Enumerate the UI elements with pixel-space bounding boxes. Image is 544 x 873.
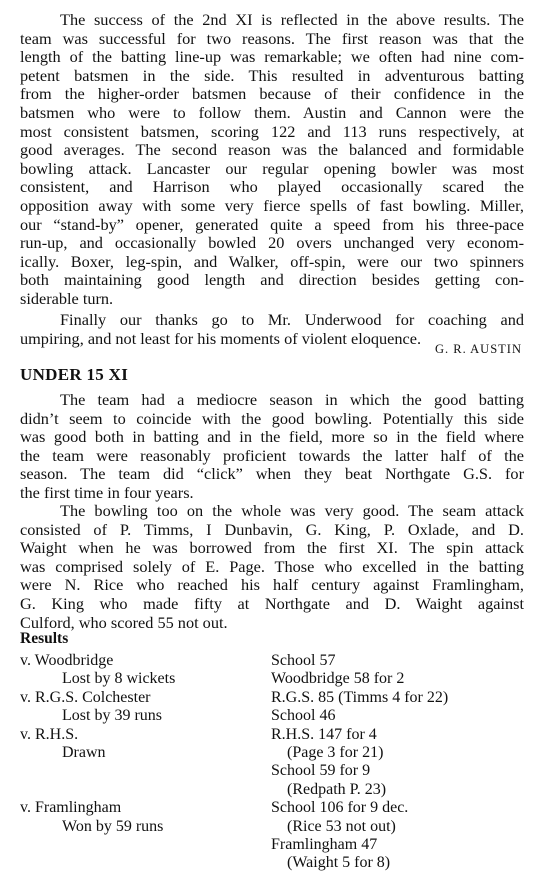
text-line: The bowling too on the whole was very good. The seam attack [60, 501, 524, 520]
text-line: most consistent batsmen, scoring 122 and 113 runs respectively, at [20, 121, 524, 141]
text-line: umpiring, and not least for his moments of violent eloquence. [20, 328, 422, 348]
text-line: didn’t seem to coincide with the good bowling. Potentially this side [20, 408, 524, 428]
batting-figure: (Redpath P. 23) [287, 780, 387, 798]
text-line: run-up, and occasionally bowled 20 overs unchanged very econom- [20, 233, 524, 253]
text-line: from the higher-order batsmen because of their confidence in the [20, 84, 524, 104]
text-line: good averages. The second reason was the balanced and formidable [20, 140, 524, 160]
score-line: R.H.S. 147 for 4 [271, 725, 377, 743]
text-line: The team had a mediocre season in which the good batting [60, 390, 524, 409]
bowling-figure: (Waight 5 for 8) [287, 854, 391, 872]
text-line: both maintaining good length and direction besides getting con- [20, 270, 524, 290]
score-line: School 59 for 9 [271, 762, 371, 780]
fixture-opponent: v. Woodbridge [20, 652, 114, 669]
results-heading: Results [20, 630, 69, 647]
text-line: our “stand-by” opener, generated quite a speed from his three-pace [20, 214, 524, 234]
fixture-outcome: Lost by 39 runs [62, 707, 162, 725]
text-line: bowling attack. Lancaster our regular opening bowler was most [20, 158, 524, 178]
text-line: team was successful for two reasons. The first reason was that the [20, 28, 524, 48]
text-line: were N. Rice who reached his half century against Framlingham, [20, 575, 524, 595]
score-line: Framlingham 47 [271, 835, 378, 853]
text-line: consistent, and Harrison who played occasionally scared the [20, 177, 524, 197]
text-line: siderable turn. [20, 288, 114, 308]
results-scores-column [271, 652, 448, 873]
spacer-row [20, 781, 175, 799]
text-line: was good both in batting and in the field, more so in the field where [20, 427, 524, 447]
text-line: the team were reasonably proficient towards the latter half of the [20, 445, 524, 465]
text-line: petent batsmen in the side. This resulted in adventurous batting [20, 65, 524, 85]
fixture-opponent: v. R.H.S. [20, 725, 79, 743]
results-fixtures-column [20, 652, 175, 836]
text-line: Waight when he was borrowed from the first XI. The spin attack [20, 538, 524, 558]
fixture-opponent: v. R.G.S. Colchester [20, 688, 151, 706]
text-line: consisted of P. Timms, I Dunbavin, G. King, P. Oxlade, and D. [20, 519, 524, 539]
bowling-figure: (Page 3 for 21) [287, 743, 384, 761]
text-line: Culford, who scored 55 not out. [20, 612, 228, 632]
fixture-outcome: Drawn [62, 743, 106, 761]
text-line: batsmen who were to follow them. Austin and Cannon were the [20, 102, 524, 122]
text-line: the first time in four years. [20, 482, 194, 502]
section-heading: UNDER 15 XI [20, 365, 129, 384]
score-line: R.G.S. 85 (Timms 4 for 22) [271, 688, 449, 706]
text-line: The success of the 2nd XI is reflected in the above results. The [60, 10, 524, 29]
text-line: was comprised solely of E. Page. Those who excelled in the batting [20, 556, 524, 576]
spacer-row [20, 762, 175, 780]
second-xi-report-paragraph [20, 11, 524, 309]
score-line: Woodbridge 58 for 2 [271, 670, 405, 688]
score-line: School 106 for 9 dec. [271, 799, 409, 817]
fixture-outcome: Lost by 8 wickets [62, 670, 176, 688]
batting-figure: (Rice 53 not out) [287, 817, 396, 835]
text-line: opposition away with some very fierce spells of fast bowling. Miller, [20, 195, 524, 215]
text-line: ically. Boxer, leg-spin, and Walker, off-spin, were our two spinners [20, 251, 524, 271]
fixture-opponent: v. Framlingham [20, 799, 122, 817]
text-line: Finally our thanks go to Mr. Underwood for coaching and [60, 310, 524, 329]
text-line: G. King who made fifty at Northgate and D. Waight against [20, 593, 524, 613]
score-line: School 57 [271, 652, 336, 669]
bowling-paragraph [20, 502, 524, 632]
text-line: length of the batting line-up was remarkable; we often had nine com- [20, 47, 524, 67]
under15-report-paragraph [20, 391, 524, 503]
author-signature: G. R. AUSTIN [434, 342, 522, 356]
fixture-outcome: Won by 59 runs [62, 817, 164, 835]
text-line: season. The team did “click” when they beat Northgate G.S. for [20, 464, 524, 484]
score-line: School 46 [271, 707, 336, 725]
